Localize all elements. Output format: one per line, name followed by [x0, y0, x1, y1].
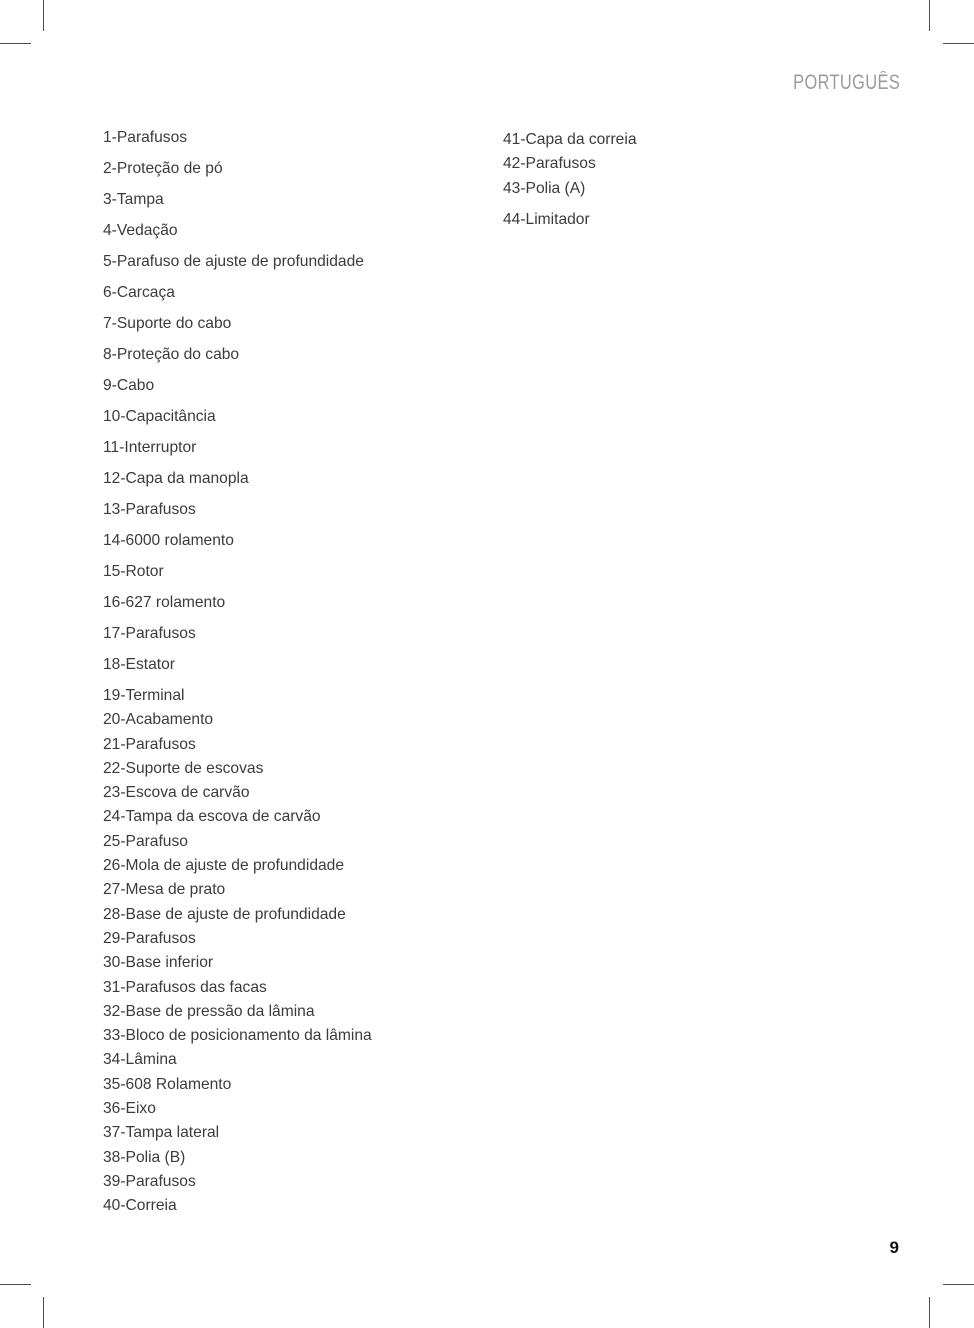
- list-item: 37-Tampa lateral: [103, 1124, 220, 1142]
- list-item: 31-Parafusos das facas: [103, 978, 267, 996]
- list-item: 41-Capa da correia: [503, 131, 637, 148]
- list-item: 39-Parafusos: [103, 1172, 196, 1190]
- list-item: 42-Parafusos: [503, 155, 596, 173]
- crop-mark-bottom-left-horizontal: [0, 1284, 31, 1285]
- list-item: 4-Vedação: [103, 222, 178, 239]
- list-item: 11-Interruptor: [103, 439, 197, 456]
- list-item: 44-Limitador: [503, 210, 590, 228]
- list-item: 14-6000 rolamento: [103, 532, 234, 549]
- crop-mark-bottom-right-vertical: [929, 1297, 930, 1328]
- list-item: 30-Base inferior: [103, 954, 214, 972]
- list-item: 27-Mesa de prato: [103, 881, 226, 899]
- list-item: 29-Parafusos: [103, 929, 196, 947]
- list-item: 10-Capacitância: [103, 408, 216, 425]
- crop-mark-bottom-left-vertical: [43, 1297, 44, 1328]
- list-item: 22-Suporte de escovas: [103, 759, 264, 777]
- list-item: 15-Rotor: [103, 563, 164, 580]
- list-item: 20-Acabamento: [103, 711, 214, 729]
- list-item: 17-Parafusos: [103, 625, 196, 642]
- list-item: 38-Polia (B): [103, 1148, 186, 1166]
- crop-mark-top-left-vertical: [43, 0, 44, 31]
- list-item: 9-Cabo: [103, 377, 155, 394]
- crop-mark-bottom-right-horizontal: [943, 1284, 974, 1285]
- list-item: 32-Base de pressão da lâmina: [103, 1002, 315, 1020]
- list-item: 36-Eixo: [103, 1100, 156, 1118]
- crop-mark-top-right-vertical: [929, 0, 930, 31]
- list-item: 16-627 rolamento: [103, 594, 226, 611]
- crop-mark-top-right-horizontal: [943, 43, 974, 44]
- list-item: 8-Proteção do cabo: [103, 346, 240, 363]
- list-item: 21-Parafusos: [103, 735, 196, 753]
- list-item: 2-Proteção de pó: [103, 160, 223, 177]
- list-item: 19-Terminal: [103, 687, 185, 704]
- list-item: 7-Suporte do cabo: [103, 315, 232, 332]
- list-item: 33-Bloco de posicionamento da lâmina: [103, 1027, 372, 1045]
- list-item: 3-Tampa: [103, 191, 164, 208]
- parts-list-right-column: [503, 132, 637, 236]
- list-item: 18-Estator: [103, 656, 175, 673]
- list-item: 34-Lâmina: [103, 1051, 177, 1069]
- list-item: 43-Polia (A): [503, 179, 586, 197]
- list-item: 40-Correia: [103, 1197, 177, 1215]
- list-item: 13-Parafusos: [103, 501, 196, 518]
- list-item: 25-Parafuso: [103, 832, 188, 850]
- list-item: 24-Tampa da escova de carvão: [103, 808, 321, 826]
- language-header: PORTUGUÊS: [793, 71, 900, 94]
- crop-mark-top-left-horizontal: [0, 43, 31, 44]
- list-item: 5-Parafuso de ajuste de profundidade: [103, 253, 364, 270]
- list-item: 6-Carcaça: [103, 284, 175, 301]
- list-item: 35-608 Rolamento: [103, 1075, 232, 1093]
- page-number: 9: [889, 1238, 899, 1257]
- parts-list-left-column: [103, 130, 372, 1223]
- list-item: 1-Parafusos: [103, 129, 188, 146]
- list-item: 12-Capa da manopla: [103, 470, 249, 487]
- list-item: 23-Escova de carvão: [103, 784, 250, 802]
- list-item: 28-Base de ajuste de profundidade: [103, 905, 346, 923]
- list-item: 26-Mola de ajuste de profundidade: [103, 857, 345, 875]
